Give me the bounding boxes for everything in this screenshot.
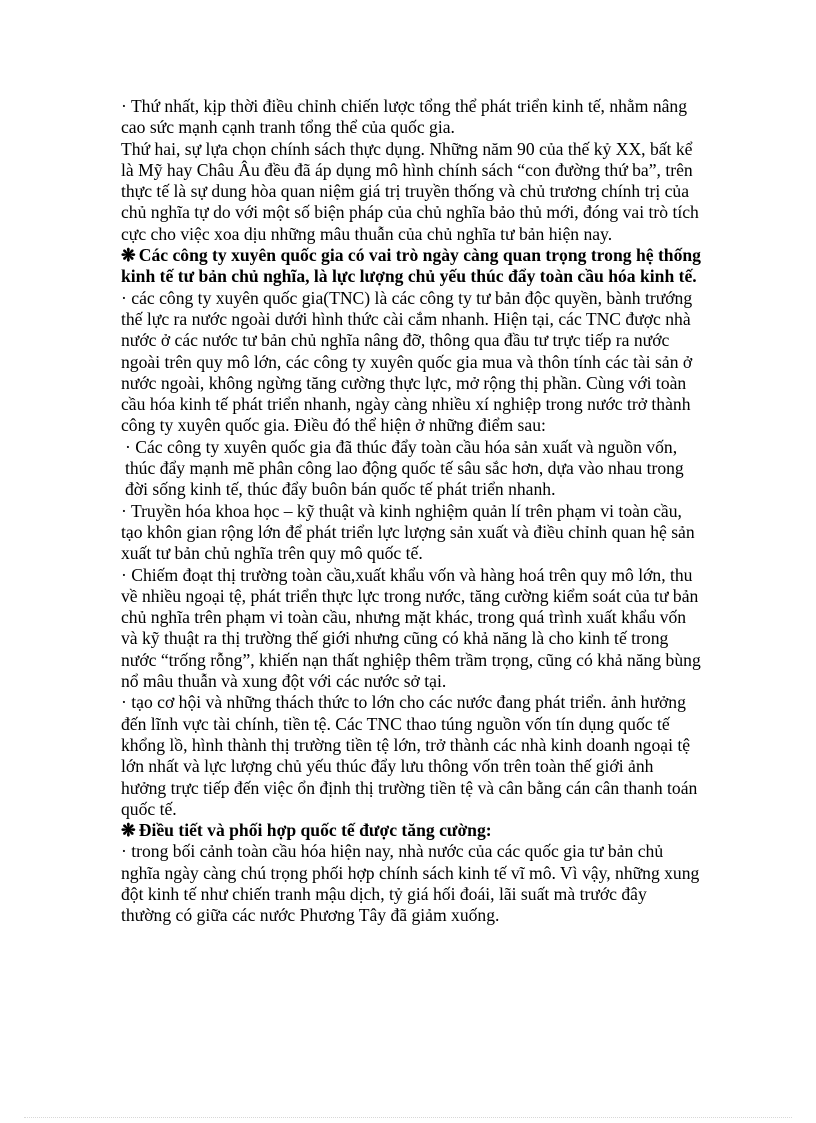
paragraph-tnc-finance: · tạo cơ hội và những thách thức to lớn cho các nước đang phát triển. ảnh hưởng đến lĩnh vực tài chính, tiền tệ. Các TNC thao túng nguồn vốn tín dụng quốc tế khổng lồ, hình thành thị trường tiền tệ lớn, trở thành các nhà kinh doanh ngoại tệ lớn nhất và lực lượng chủ yếu thúc đẩy lưu thông vốn trên toàn thế giới ảnh hưởng trực tiếp đến việc ổn định thị trường tiền tệ và cân bằng cán cân thanh toán quốc tế. (121, 692, 698, 819)
asterism-bullet-icon: ❋ (121, 245, 136, 266)
paragraph-tnc-market: · Chiếm đoạt thị trường toàn cầu,xuất khẩu vốn và hàng hoá trên quy mô lớn, thu về nhiều ngoại tệ, phát triển thực lực trong nước, tăng cường kiểm soát của tư bản chủ nghĩa trên phạm vi toàn cầu, nhưng mặt khác, trong quá trình xuất khẩu vốn và kỹ thuật ra thị trường thế giới nhưng cũng có khả năng là cho kinh tế trong nước “trống rỗng”, khiến nạn thất nghiệp thêm trầm trọng, cũng có khả năng bùng nổ mâu thuẫn và xung đột với các nước sở tại. (121, 564, 701, 692)
page-bottom-divider (24, 1117, 792, 1118)
paragraph-tnc-globalization: · Các công ty xuyên quốc gia đã thúc đẩy toàn cầu hóa sản xuất và nguồn vốn, thúc đẩy mạnh mẽ phân công lao động quốc tế sâu sắc hơn, dựa vào nhau trong đời sống kinh tế, thúc đẩy buôn bán quốc tế phát triển nhanh. (125, 436, 684, 500)
section-heading-tnc-text: Các công ty xuyên quốc gia có vai trò ngày càng quan trọng trong hệ thống kinh tế tư bản chủ nghĩa, là lực lượng chủ yếu thúc đẩy toàn cầu hóa kinh tế. (121, 245, 701, 287)
section-heading-coordination-text: Điều tiết và phối hợp quốc tế được tăng cường: (138, 820, 492, 841)
paragraph-tnc-technology: · Truyền hóa khoa học – kỹ thuật và kinh nghiệm quản lí trên phạm vi toàn cầu, tạo khôn gian rộng lớn để phát triển lực lượng sản xuất và điều chỉnh quan hệ sản xuất tư bản chủ nghĩa trên quy mô quốc tế. (121, 500, 695, 564)
paragraph-pragmatic-policy: Thứ hai, sự lựa chọn chính sách thực dụng. Những năm 90 của thế kỷ XX, bất kể là Mỹ hay Châu Âu đều đã áp dụng mô hình chính sách “con đường thứ ba”, trên thực tế là sự dung hòa quan niệm giá trị truyền thống và chủ trương chính trị của chủ nghĩa tự do với một số biện pháp của chủ nghĩa bảo thủ mới, đóng vai trò tích cực cho việc xoa dịu những mâu thuẫn của chủ nghĩa tư bản hiện nay. (121, 138, 699, 244)
section-heading-coordination (121, 820, 701, 841)
paragraph-strategy-adjustment: · Thứ nhất, kịp thời điều chỉnh chiến lược tổng thể phát triển kinh tế, nhằm nâng cao sức mạnh cạnh tranh tổng thể của quốc gia. (121, 96, 688, 138)
section-heading-tnc (121, 245, 701, 288)
paragraph-macro-coordination: · trong bối cảnh toàn cầu hóa hiện nay, nhà nước của các quốc gia tư bản chủ nghĩa ngày càng chú trọng phối hợp chính sách kinh tế vĩ mô. Vì vậy, những xung đột kinh tế như chiến tranh mậu dịch, tỷ giá hối đoái, lãi suất mà trước đây thường có giữa các nước Phương Tây đã giảm xuống. (121, 841, 700, 926)
document-body (121, 96, 701, 927)
asterism-bullet-icon: ❋ (121, 820, 136, 841)
paragraph-tnc-definition: · các công ty xuyên quốc gia(TNC) là các công ty tư bản độc quyền, bành trướng thế lực ra nước ngoài dưới hình thức cài cắm nhanh. Hiện tại, các TNC được nhà nước ở các nước tư bản chủ nghĩa nâng đỡ, thông qua đầu tư trực tiếp ra nước ngoài trên quy mô lớn, các công ty xuyên quốc gia mua và thôn tính các tài sản ở nước ngoài, không ngừng tăng cường thực lực, mở rộng thị phần. Cùng với toàn cầu hóa kinh tế phát triển nhanh, ngày càng nhiều xí nghiệp trong nước trở thành công ty xuyên quốc gia. Điều đó thể hiện ở những điểm sau: (121, 287, 693, 436)
